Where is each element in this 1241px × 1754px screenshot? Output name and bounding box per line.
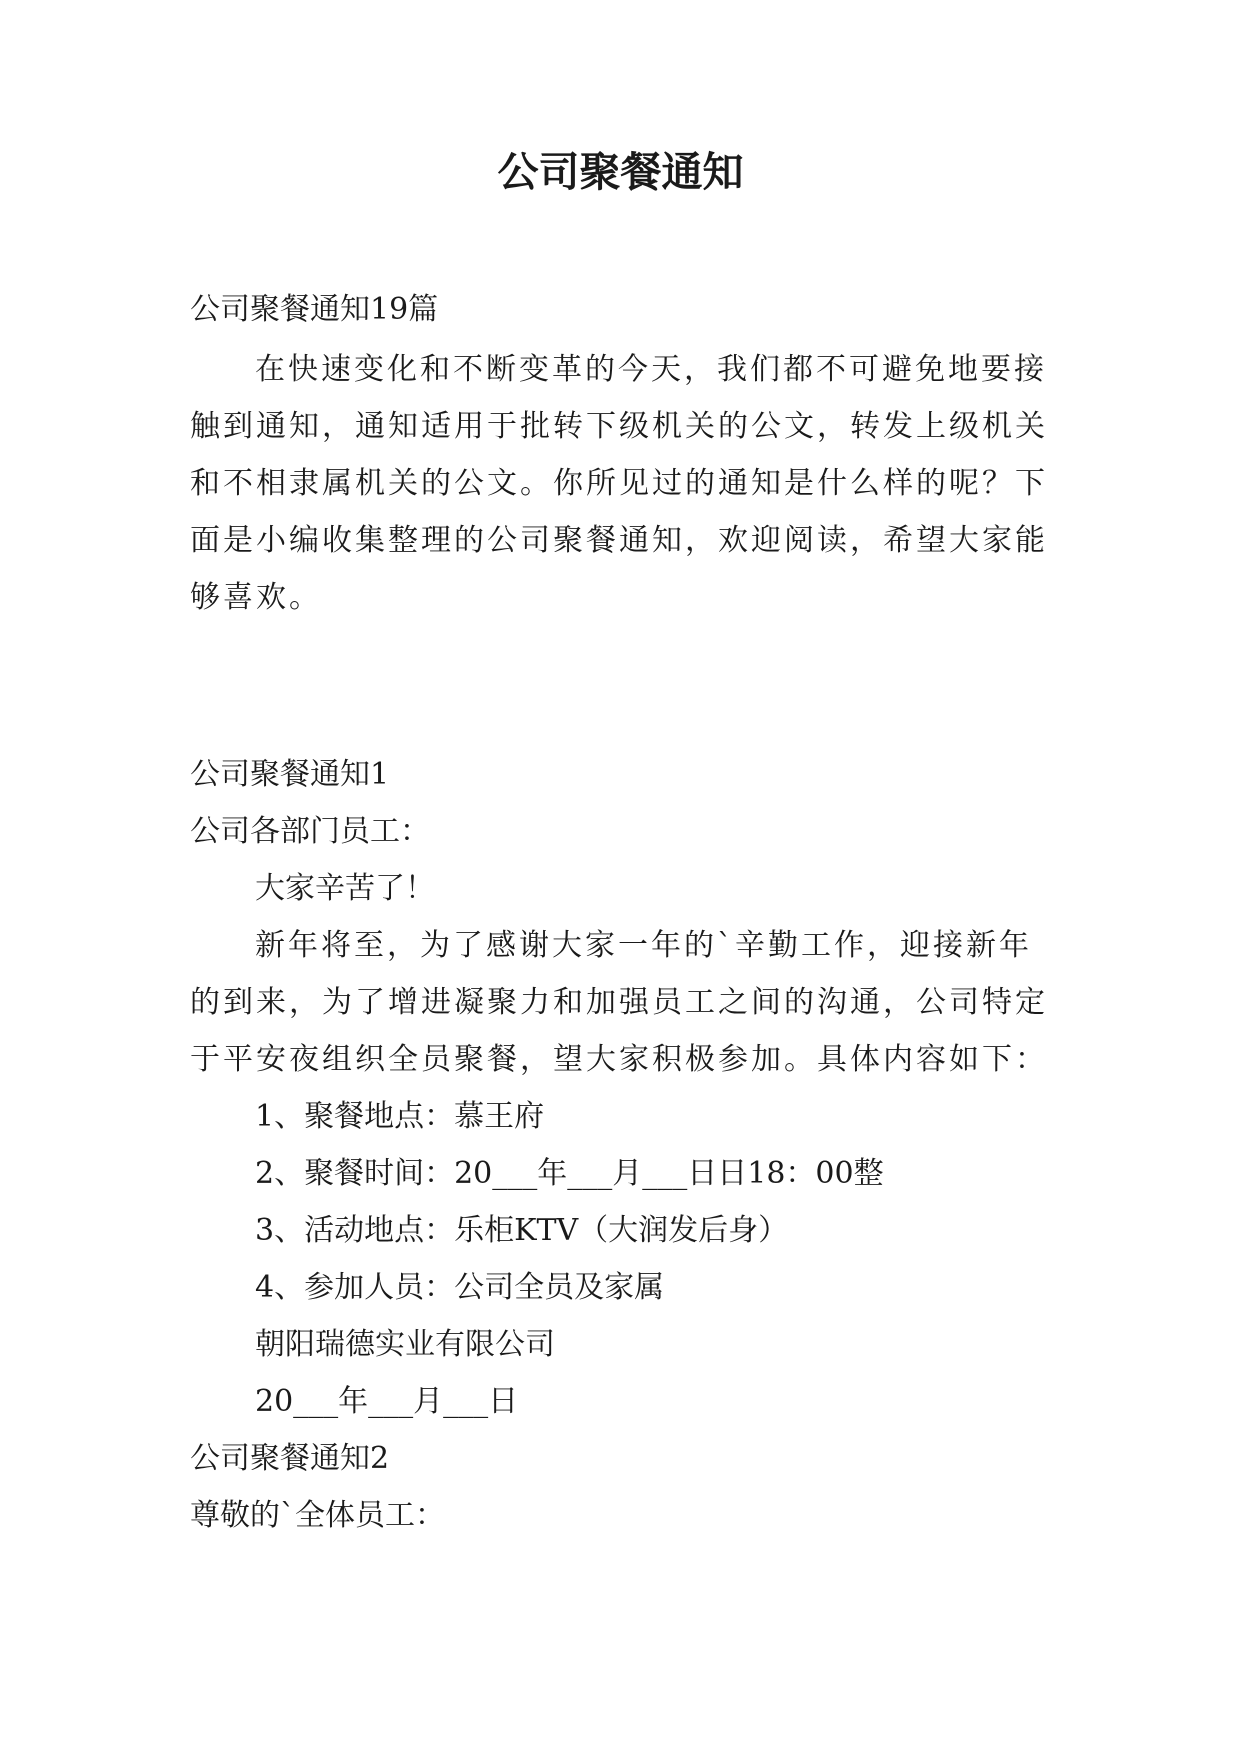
notice1-date: 20___年___月___日 — [255, 1384, 519, 1419]
notice1-item: 2、聚餐时间：20___年___月___日日18：00整 — [255, 1156, 884, 1191]
intro-line: 面是小编收集整理的公司聚餐通知，欢迎阅读，希望大家能 — [190, 523, 1048, 558]
notice1-body-line: 的到来，为了增进凝聚力和加强员工之间的沟通，公司特定 — [190, 985, 1048, 1020]
notice1-greeting: 大家辛苦了！ — [255, 871, 435, 906]
notice1-heading: 公司聚餐通知1 — [190, 757, 390, 792]
notice1-item: 3、活动地点：乐柜KTV（大润发后身） — [255, 1213, 789, 1248]
intro-line: 够喜欢。 — [190, 580, 322, 615]
notice1-body-line: 于平安夜组织全员聚餐，望大家积极参加。具体内容如下： — [190, 1042, 1048, 1077]
notice1-company: 朝阳瑞德实业有限公司 — [255, 1327, 555, 1362]
intro-line: 在快速变化和不断变革的今天，我们都不可避免地要接 — [255, 352, 1047, 387]
document-title: 公司聚餐通知 — [497, 148, 744, 196]
notice2-salutation: 尊敬的`全体员工： — [190, 1498, 445, 1533]
notice2-heading: 公司聚餐通知2 — [190, 1441, 390, 1476]
notice1-item: 4、参加人员：公司全员及家属 — [255, 1270, 665, 1305]
notice1-salutation: 公司各部门员工： — [190, 814, 430, 849]
document-subtitle: 公司聚餐通知19篇 — [190, 292, 439, 327]
intro-line: 触到通知，通知适用于批转下级机关的公文，转发上级机关 — [190, 409, 1048, 444]
intro-line: 和不相隶属机关的公文。你所见过的通知是什么样的呢？下 — [190, 466, 1048, 501]
notice1-item: 1、聚餐地点：慕王府 — [255, 1099, 545, 1134]
notice1-body-line: 新年将至，为了感谢大家一年的`辛勤工作，迎接新年 — [255, 928, 1032, 963]
